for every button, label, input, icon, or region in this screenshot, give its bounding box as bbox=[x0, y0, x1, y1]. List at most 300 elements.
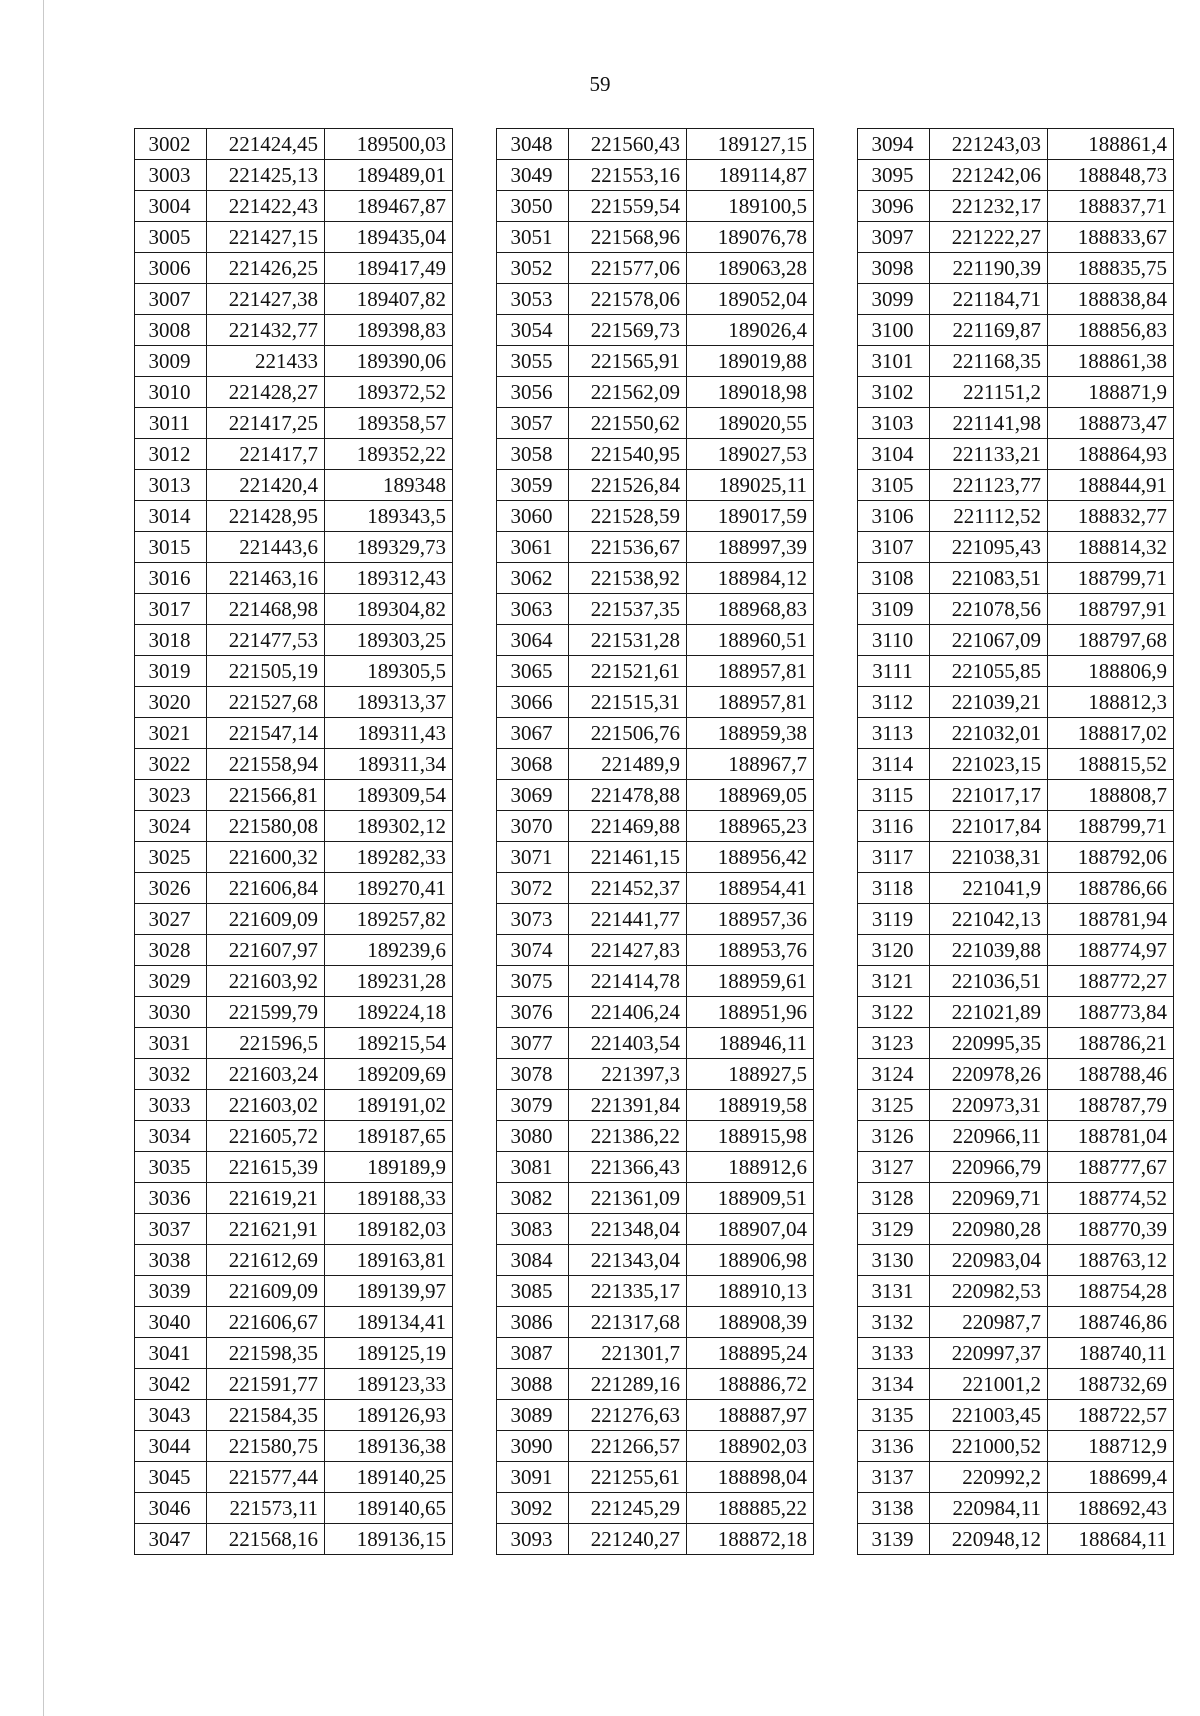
x-coordinate-cell: 221600,32 bbox=[207, 842, 325, 873]
table-row bbox=[135, 966, 453, 997]
point-number-cell: 3130 bbox=[858, 1245, 930, 1276]
y-coordinate-cell: 188906,98 bbox=[687, 1245, 814, 1276]
x-coordinate-cell: 221276,63 bbox=[569, 1400, 687, 1431]
point-number-cell: 3112 bbox=[858, 687, 930, 718]
x-coordinate-cell: 221607,97 bbox=[207, 935, 325, 966]
x-coordinate-cell: 221515,31 bbox=[569, 687, 687, 718]
table-row bbox=[135, 532, 453, 563]
x-coordinate-cell: 221414,78 bbox=[569, 966, 687, 997]
y-coordinate-cell: 188787,79 bbox=[1048, 1090, 1174, 1121]
y-coordinate-cell: 189125,19 bbox=[325, 1338, 453, 1369]
y-coordinate-cell: 189019,88 bbox=[687, 346, 814, 377]
y-coordinate-cell: 188797,91 bbox=[1048, 594, 1174, 625]
point-number-cell: 3040 bbox=[135, 1307, 207, 1338]
table-row bbox=[858, 1338, 1174, 1369]
point-number-cell: 3049 bbox=[497, 160, 569, 191]
point-number-cell: 3086 bbox=[497, 1307, 569, 1338]
point-number-cell: 3092 bbox=[497, 1493, 569, 1524]
x-coordinate-cell: 220992,2 bbox=[930, 1462, 1048, 1493]
point-number-cell: 3072 bbox=[497, 873, 569, 904]
table-row bbox=[497, 997, 814, 1028]
y-coordinate-cell: 188957,36 bbox=[687, 904, 814, 935]
table-row bbox=[858, 625, 1174, 656]
x-coordinate-cell: 221001,2 bbox=[930, 1369, 1048, 1400]
y-coordinate-cell: 188844,91 bbox=[1048, 470, 1174, 501]
point-number-cell: 3113 bbox=[858, 718, 930, 749]
point-number-cell: 3033 bbox=[135, 1090, 207, 1121]
x-coordinate-cell: 221133,21 bbox=[930, 439, 1048, 470]
y-coordinate-cell: 188910,13 bbox=[687, 1276, 814, 1307]
table-row bbox=[135, 284, 453, 315]
y-coordinate-cell: 189136,38 bbox=[325, 1431, 453, 1462]
y-coordinate-cell: 188965,23 bbox=[687, 811, 814, 842]
y-coordinate-cell: 188699,4 bbox=[1048, 1462, 1174, 1493]
point-number-cell: 3085 bbox=[497, 1276, 569, 1307]
x-coordinate-cell: 221003,45 bbox=[930, 1400, 1048, 1431]
table-row bbox=[497, 1276, 814, 1307]
table-row bbox=[135, 563, 453, 594]
y-coordinate-cell: 188806,9 bbox=[1048, 656, 1174, 687]
x-coordinate-cell: 221397,3 bbox=[569, 1059, 687, 1090]
y-coordinate-cell: 188712,9 bbox=[1048, 1431, 1174, 1462]
table-row bbox=[858, 1462, 1174, 1493]
y-coordinate-cell: 189187,65 bbox=[325, 1121, 453, 1152]
point-number-cell: 3082 bbox=[497, 1183, 569, 1214]
y-coordinate-cell: 189435,04 bbox=[325, 222, 453, 253]
y-coordinate-cell: 188953,76 bbox=[687, 935, 814, 966]
point-number-cell: 3016 bbox=[135, 563, 207, 594]
point-number-cell: 3054 bbox=[497, 315, 569, 346]
point-number-cell: 3052 bbox=[497, 253, 569, 284]
x-coordinate-cell: 221477,53 bbox=[207, 625, 325, 656]
x-coordinate-cell: 221538,92 bbox=[569, 563, 687, 594]
y-coordinate-cell: 188774,97 bbox=[1048, 935, 1174, 966]
y-coordinate-cell: 188954,41 bbox=[687, 873, 814, 904]
table-row bbox=[858, 1369, 1174, 1400]
x-coordinate-cell: 221123,77 bbox=[930, 470, 1048, 501]
x-coordinate-cell: 221169,87 bbox=[930, 315, 1048, 346]
x-coordinate-cell: 221578,06 bbox=[569, 284, 687, 315]
table-row bbox=[858, 1121, 1174, 1152]
x-coordinate-cell: 221023,15 bbox=[930, 749, 1048, 780]
table-row bbox=[858, 222, 1174, 253]
point-number-cell: 3104 bbox=[858, 439, 930, 470]
point-number-cell: 3080 bbox=[497, 1121, 569, 1152]
point-number-cell: 3115 bbox=[858, 780, 930, 811]
point-number-cell: 3006 bbox=[135, 253, 207, 284]
table-row bbox=[135, 1152, 453, 1183]
point-number-cell: 3043 bbox=[135, 1400, 207, 1431]
point-number-cell: 3068 bbox=[497, 749, 569, 780]
x-coordinate-cell: 221243,03 bbox=[930, 129, 1048, 160]
point-number-cell: 3065 bbox=[497, 656, 569, 687]
point-number-cell: 3133 bbox=[858, 1338, 930, 1369]
x-coordinate-cell: 221391,84 bbox=[569, 1090, 687, 1121]
x-coordinate-cell: 221039,88 bbox=[930, 935, 1048, 966]
table-row bbox=[858, 501, 1174, 532]
table-row bbox=[135, 501, 453, 532]
table-row bbox=[858, 1245, 1174, 1276]
point-number-cell: 3004 bbox=[135, 191, 207, 222]
point-number-cell: 3103 bbox=[858, 408, 930, 439]
x-coordinate-cell: 220997,37 bbox=[930, 1338, 1048, 1369]
y-coordinate-cell: 189123,33 bbox=[325, 1369, 453, 1400]
point-number-cell: 3095 bbox=[858, 160, 930, 191]
point-number-cell: 3097 bbox=[858, 222, 930, 253]
y-coordinate-cell: 188817,02 bbox=[1048, 718, 1174, 749]
y-coordinate-cell: 189026,4 bbox=[687, 315, 814, 346]
table-row bbox=[497, 1214, 814, 1245]
table-row bbox=[135, 1090, 453, 1121]
table-row bbox=[135, 1338, 453, 1369]
x-coordinate-cell: 221558,94 bbox=[207, 749, 325, 780]
table-row bbox=[135, 718, 453, 749]
y-coordinate-cell: 188788,46 bbox=[1048, 1059, 1174, 1090]
y-coordinate-cell: 188887,97 bbox=[687, 1400, 814, 1431]
point-number-cell: 3134 bbox=[858, 1369, 930, 1400]
point-number-cell: 3107 bbox=[858, 532, 930, 563]
point-number-cell: 3077 bbox=[497, 1028, 569, 1059]
table-row bbox=[497, 1400, 814, 1431]
x-coordinate-cell: 221547,14 bbox=[207, 718, 325, 749]
point-number-cell: 3125 bbox=[858, 1090, 930, 1121]
y-coordinate-cell: 188908,39 bbox=[687, 1307, 814, 1338]
y-coordinate-cell: 188856,83 bbox=[1048, 315, 1174, 346]
point-number-cell: 3138 bbox=[858, 1493, 930, 1524]
table-row bbox=[497, 1431, 814, 1462]
table-row bbox=[497, 129, 814, 160]
y-coordinate-cell: 188763,12 bbox=[1048, 1245, 1174, 1276]
table-row bbox=[135, 1028, 453, 1059]
table-row bbox=[135, 1059, 453, 1090]
y-coordinate-cell: 188692,43 bbox=[1048, 1493, 1174, 1524]
x-coordinate-cell: 221505,19 bbox=[207, 656, 325, 687]
y-coordinate-cell: 189231,28 bbox=[325, 966, 453, 997]
table-row bbox=[858, 842, 1174, 873]
y-coordinate-cell: 188997,39 bbox=[687, 532, 814, 563]
point-number-cell: 3067 bbox=[497, 718, 569, 749]
point-number-cell: 3021 bbox=[135, 718, 207, 749]
point-number-cell: 3062 bbox=[497, 563, 569, 594]
table-row bbox=[858, 1431, 1174, 1462]
table-row bbox=[497, 284, 814, 315]
y-coordinate-cell: 188799,71 bbox=[1048, 563, 1174, 594]
table-row bbox=[135, 625, 453, 656]
x-coordinate-cell: 221427,15 bbox=[207, 222, 325, 253]
table-row bbox=[858, 1028, 1174, 1059]
table-row bbox=[497, 1059, 814, 1090]
x-coordinate-cell: 221433 bbox=[207, 346, 325, 377]
y-coordinate-cell: 189372,52 bbox=[325, 377, 453, 408]
y-coordinate-cell: 189239,6 bbox=[325, 935, 453, 966]
x-coordinate-cell: 221184,71 bbox=[930, 284, 1048, 315]
point-number-cell: 3089 bbox=[497, 1400, 569, 1431]
point-number-cell: 3010 bbox=[135, 377, 207, 408]
table-row bbox=[858, 470, 1174, 501]
point-number-cell: 3050 bbox=[497, 191, 569, 222]
point-number-cell: 3031 bbox=[135, 1028, 207, 1059]
x-coordinate-cell: 221531,28 bbox=[569, 625, 687, 656]
point-number-cell: 3005 bbox=[135, 222, 207, 253]
y-coordinate-cell: 188956,42 bbox=[687, 842, 814, 873]
point-number-cell: 3012 bbox=[135, 439, 207, 470]
point-number-cell: 3035 bbox=[135, 1152, 207, 1183]
table-row bbox=[858, 563, 1174, 594]
point-number-cell: 3034 bbox=[135, 1121, 207, 1152]
x-coordinate-cell: 221403,54 bbox=[569, 1028, 687, 1059]
table-row bbox=[858, 315, 1174, 346]
table-row bbox=[858, 935, 1174, 966]
table-row bbox=[135, 160, 453, 191]
y-coordinate-cell: 189270,41 bbox=[325, 873, 453, 904]
point-number-cell: 3019 bbox=[135, 656, 207, 687]
x-coordinate-cell: 221422,43 bbox=[207, 191, 325, 222]
table-row bbox=[497, 1338, 814, 1369]
x-coordinate-cell: 221598,35 bbox=[207, 1338, 325, 1369]
point-number-cell: 3114 bbox=[858, 749, 930, 780]
point-number-cell: 3124 bbox=[858, 1059, 930, 1090]
point-number-cell: 3127 bbox=[858, 1152, 930, 1183]
point-number-cell: 3055 bbox=[497, 346, 569, 377]
table-row bbox=[497, 749, 814, 780]
point-number-cell: 3136 bbox=[858, 1431, 930, 1462]
x-coordinate-cell: 221361,09 bbox=[569, 1183, 687, 1214]
table-row bbox=[135, 439, 453, 470]
point-number-cell: 3122 bbox=[858, 997, 930, 1028]
point-number-cell: 3106 bbox=[858, 501, 930, 532]
x-coordinate-cell: 221055,85 bbox=[930, 656, 1048, 687]
table-row bbox=[497, 625, 814, 656]
y-coordinate-cell: 188927,5 bbox=[687, 1059, 814, 1090]
y-coordinate-cell: 188909,51 bbox=[687, 1183, 814, 1214]
y-coordinate-cell: 188968,83 bbox=[687, 594, 814, 625]
table-row bbox=[497, 687, 814, 718]
table-row bbox=[858, 687, 1174, 718]
table-row bbox=[858, 1090, 1174, 1121]
table-row bbox=[497, 222, 814, 253]
y-coordinate-cell: 188786,21 bbox=[1048, 1028, 1174, 1059]
y-coordinate-cell: 188772,27 bbox=[1048, 966, 1174, 997]
table-row bbox=[497, 470, 814, 501]
y-coordinate-cell: 189188,33 bbox=[325, 1183, 453, 1214]
y-coordinate-cell: 189018,98 bbox=[687, 377, 814, 408]
point-number-cell: 3042 bbox=[135, 1369, 207, 1400]
y-coordinate-cell: 188777,67 bbox=[1048, 1152, 1174, 1183]
y-coordinate-cell: 188773,84 bbox=[1048, 997, 1174, 1028]
y-coordinate-cell: 188815,52 bbox=[1048, 749, 1174, 780]
point-number-cell: 3076 bbox=[497, 997, 569, 1028]
y-coordinate-cell: 188912,6 bbox=[687, 1152, 814, 1183]
table-row bbox=[135, 377, 453, 408]
table-row bbox=[858, 656, 1174, 687]
x-coordinate-cell: 220966,11 bbox=[930, 1121, 1048, 1152]
table-row bbox=[858, 1493, 1174, 1524]
y-coordinate-cell: 189163,81 bbox=[325, 1245, 453, 1276]
y-coordinate-cell: 188770,39 bbox=[1048, 1214, 1174, 1245]
table-row bbox=[858, 1152, 1174, 1183]
y-coordinate-cell: 189348 bbox=[325, 470, 453, 501]
page-number: 59 bbox=[589, 72, 611, 96]
y-coordinate-cell: 189500,03 bbox=[325, 129, 453, 160]
x-coordinate-cell: 221426,25 bbox=[207, 253, 325, 284]
x-coordinate-cell: 221527,68 bbox=[207, 687, 325, 718]
point-number-cell: 3071 bbox=[497, 842, 569, 873]
table-row bbox=[497, 377, 814, 408]
point-number-cell: 3046 bbox=[135, 1493, 207, 1524]
point-number-cell: 3048 bbox=[497, 129, 569, 160]
table-row bbox=[135, 749, 453, 780]
point-number-cell: 3020 bbox=[135, 687, 207, 718]
x-coordinate-cell: 221151,2 bbox=[930, 377, 1048, 408]
table-row bbox=[858, 718, 1174, 749]
table-row bbox=[135, 129, 453, 160]
x-coordinate-cell: 221424,45 bbox=[207, 129, 325, 160]
x-coordinate-cell: 221067,09 bbox=[930, 625, 1048, 656]
y-coordinate-cell: 188872,18 bbox=[687, 1524, 814, 1555]
y-coordinate-cell: 189215,54 bbox=[325, 1028, 453, 1059]
x-coordinate-cell: 221425,13 bbox=[207, 160, 325, 191]
x-coordinate-cell: 221427,38 bbox=[207, 284, 325, 315]
x-coordinate-cell: 221168,35 bbox=[930, 346, 1048, 377]
table-row bbox=[135, 1245, 453, 1276]
x-coordinate-cell: 221406,24 bbox=[569, 997, 687, 1028]
table-row bbox=[135, 315, 453, 346]
x-coordinate-cell: 220982,53 bbox=[930, 1276, 1048, 1307]
table-row bbox=[497, 1152, 814, 1183]
point-number-cell: 3064 bbox=[497, 625, 569, 656]
table-row bbox=[858, 1183, 1174, 1214]
table-row bbox=[497, 1493, 814, 1524]
y-coordinate-cell: 188786,66 bbox=[1048, 873, 1174, 904]
point-number-cell: 3129 bbox=[858, 1214, 930, 1245]
table-row bbox=[497, 160, 814, 191]
point-number-cell: 3025 bbox=[135, 842, 207, 873]
table-row bbox=[135, 656, 453, 687]
x-coordinate-cell: 221141,98 bbox=[930, 408, 1048, 439]
x-coordinate-cell: 221289,16 bbox=[569, 1369, 687, 1400]
x-coordinate-cell: 221609,09 bbox=[207, 904, 325, 935]
table-row bbox=[135, 904, 453, 935]
y-coordinate-cell: 188808,7 bbox=[1048, 780, 1174, 811]
point-number-cell: 3131 bbox=[858, 1276, 930, 1307]
table-row bbox=[497, 842, 814, 873]
point-number-cell: 3116 bbox=[858, 811, 930, 842]
table-row bbox=[858, 1276, 1174, 1307]
x-coordinate-cell: 221317,68 bbox=[569, 1307, 687, 1338]
table-row bbox=[135, 997, 453, 1028]
table-row bbox=[497, 656, 814, 687]
x-coordinate-cell: 221222,27 bbox=[930, 222, 1048, 253]
point-number-cell: 3030 bbox=[135, 997, 207, 1028]
x-coordinate-cell: 221609,09 bbox=[207, 1276, 325, 1307]
point-number-cell: 3028 bbox=[135, 935, 207, 966]
y-coordinate-cell: 188722,57 bbox=[1048, 1400, 1174, 1431]
table-row bbox=[497, 346, 814, 377]
x-coordinate-cell: 221266,57 bbox=[569, 1431, 687, 1462]
y-coordinate-cell: 189312,43 bbox=[325, 563, 453, 594]
point-number-cell: 3018 bbox=[135, 625, 207, 656]
point-number-cell: 3073 bbox=[497, 904, 569, 935]
x-coordinate-cell: 221562,09 bbox=[569, 377, 687, 408]
table-row bbox=[135, 842, 453, 873]
table-row bbox=[497, 1245, 814, 1276]
point-number-cell: 3078 bbox=[497, 1059, 569, 1090]
x-coordinate-cell: 221095,43 bbox=[930, 532, 1048, 563]
table-row bbox=[858, 966, 1174, 997]
binding-margin-line bbox=[43, 0, 44, 1716]
point-number-cell: 3011 bbox=[135, 408, 207, 439]
y-coordinate-cell: 188774,52 bbox=[1048, 1183, 1174, 1214]
point-number-cell: 3041 bbox=[135, 1338, 207, 1369]
y-coordinate-cell: 189304,82 bbox=[325, 594, 453, 625]
table-row bbox=[497, 904, 814, 935]
x-coordinate-cell: 221526,84 bbox=[569, 470, 687, 501]
y-coordinate-cell: 189352,22 bbox=[325, 439, 453, 470]
table-row bbox=[497, 1462, 814, 1493]
y-coordinate-cell: 188740,11 bbox=[1048, 1338, 1174, 1369]
x-coordinate-cell: 220987,7 bbox=[930, 1307, 1048, 1338]
y-coordinate-cell: 188969,05 bbox=[687, 780, 814, 811]
x-coordinate-cell: 221461,15 bbox=[569, 842, 687, 873]
x-coordinate-cell: 221591,77 bbox=[207, 1369, 325, 1400]
x-coordinate-cell: 220995,35 bbox=[930, 1028, 1048, 1059]
point-number-cell: 3047 bbox=[135, 1524, 207, 1555]
table-row bbox=[135, 1214, 453, 1245]
y-coordinate-cell: 188959,61 bbox=[687, 966, 814, 997]
table-row bbox=[497, 780, 814, 811]
table-row bbox=[858, 904, 1174, 935]
y-coordinate-cell: 188814,32 bbox=[1048, 532, 1174, 563]
table-row bbox=[858, 594, 1174, 625]
x-coordinate-cell: 221443,6 bbox=[207, 532, 325, 563]
y-coordinate-cell: 188754,28 bbox=[1048, 1276, 1174, 1307]
point-number-cell: 3039 bbox=[135, 1276, 207, 1307]
y-coordinate-cell: 188898,04 bbox=[687, 1462, 814, 1493]
y-coordinate-cell: 188951,96 bbox=[687, 997, 814, 1028]
x-coordinate-cell: 221469,88 bbox=[569, 811, 687, 842]
table-row bbox=[497, 563, 814, 594]
x-coordinate-cell: 221078,56 bbox=[930, 594, 1048, 625]
point-number-cell: 3026 bbox=[135, 873, 207, 904]
y-coordinate-cell: 188873,47 bbox=[1048, 408, 1174, 439]
table-row bbox=[858, 439, 1174, 470]
x-coordinate-cell: 221468,98 bbox=[207, 594, 325, 625]
y-coordinate-cell: 189390,06 bbox=[325, 346, 453, 377]
y-coordinate-cell: 188960,51 bbox=[687, 625, 814, 656]
table-row bbox=[135, 1183, 453, 1214]
point-number-cell: 3022 bbox=[135, 749, 207, 780]
x-coordinate-cell: 221599,79 bbox=[207, 997, 325, 1028]
table-row bbox=[135, 1121, 453, 1152]
table-row bbox=[858, 284, 1174, 315]
point-number-cell: 3137 bbox=[858, 1462, 930, 1493]
y-coordinate-cell: 188781,04 bbox=[1048, 1121, 1174, 1152]
x-coordinate-cell: 221605,72 bbox=[207, 1121, 325, 1152]
y-coordinate-cell: 189343,5 bbox=[325, 501, 453, 532]
point-number-cell: 3119 bbox=[858, 904, 930, 935]
table-row bbox=[858, 1400, 1174, 1431]
x-coordinate-cell: 221565,91 bbox=[569, 346, 687, 377]
point-number-cell: 3056 bbox=[497, 377, 569, 408]
x-coordinate-cell: 221559,54 bbox=[569, 191, 687, 222]
x-coordinate-cell: 221615,39 bbox=[207, 1152, 325, 1183]
y-coordinate-cell: 189063,28 bbox=[687, 253, 814, 284]
y-coordinate-cell: 188799,71 bbox=[1048, 811, 1174, 842]
y-coordinate-cell: 188732,69 bbox=[1048, 1369, 1174, 1400]
point-number-cell: 3066 bbox=[497, 687, 569, 718]
table-row bbox=[497, 1028, 814, 1059]
point-number-cell: 3053 bbox=[497, 284, 569, 315]
